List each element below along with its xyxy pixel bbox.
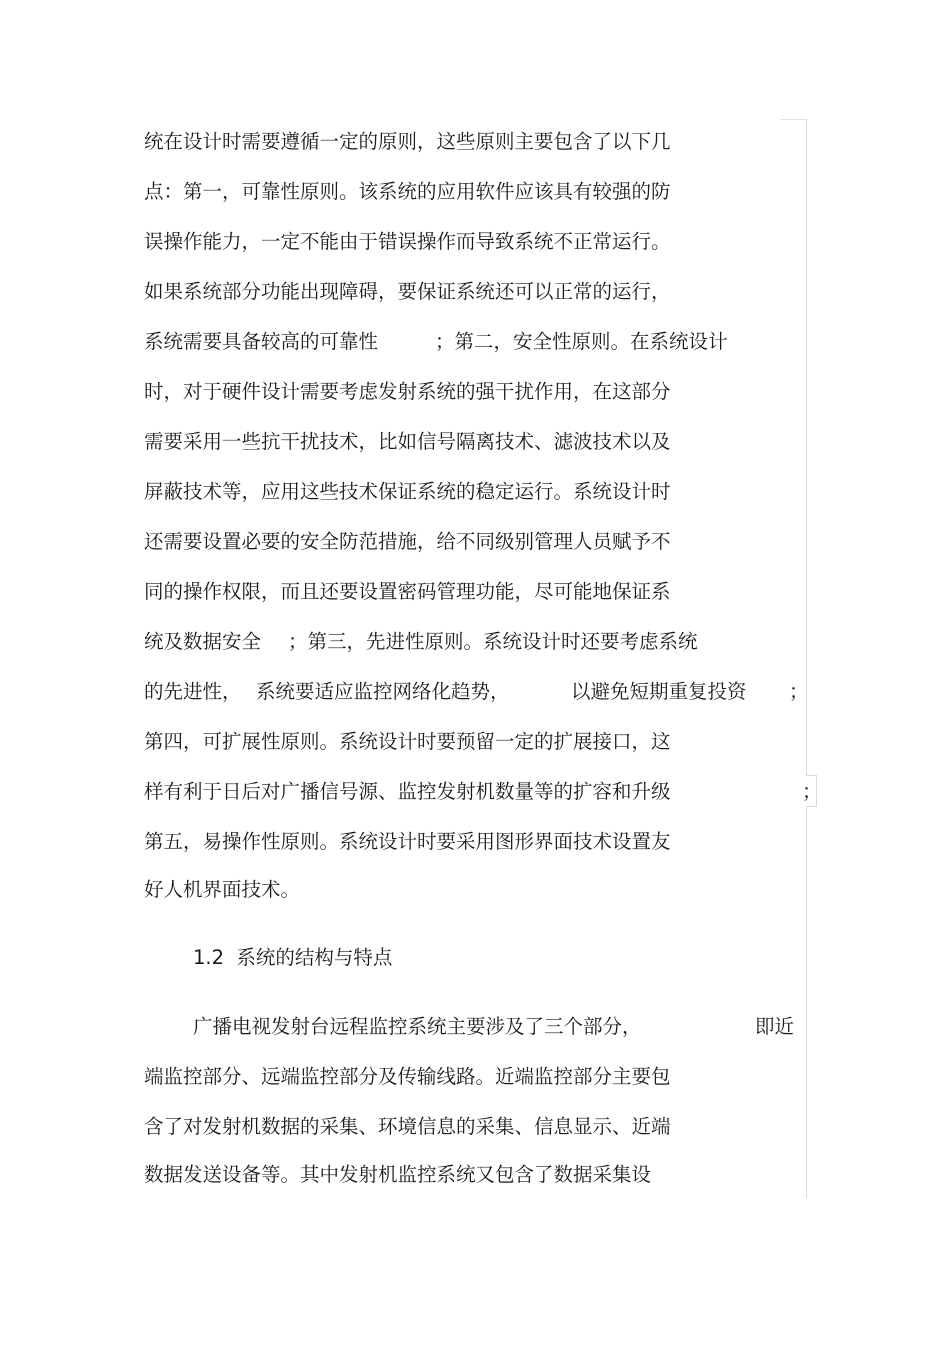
text-line (193, 1013, 798, 1041)
page-border-right (806, 120, 807, 1198)
text-line (144, 778, 822, 806)
text-segment: 统及数据安全 (144, 630, 262, 653)
text-segment: ；第二，安全性原则。在系统设计 (435, 330, 728, 353)
text-segment: ； (789, 680, 809, 703)
text-segment: 以避免短期重复投资 (571, 680, 747, 703)
text-line: 屏蔽技术等，应用这些技术保证系统的稳定运行。系统设计时 (144, 480, 671, 503)
text-segment: 系统要适应监控网络化趋势， (256, 680, 510, 703)
text-segment: 样有利于日后对广播信号源、监控发射机数量等的扩容和升级 (144, 780, 671, 803)
text-line: 还需要设置必要的安全防范措施，给不同级别管理人员赋予不 (144, 530, 671, 553)
text-segment: 系统需要具备较高的可靠性 (144, 330, 379, 353)
text-line (144, 678, 809, 706)
text-line: 好人机界面技术。 (144, 878, 301, 901)
text-line: 误操作能力，一定不能由于错误操作而导致系统不正常运行。 (144, 230, 671, 253)
text-line: 时，对于硬件设计需要考虑发射系统的强干扰作用，在这部分 (144, 380, 671, 403)
section-heading: 1.2 系统的结构与特点 (193, 946, 393, 969)
text-segment: ； (802, 780, 822, 803)
text-segment: 的先进性， (144, 680, 242, 703)
text-line (144, 328, 764, 356)
text-line: 端监控部分、远端监控部分及传输线路。近端监控部分主要包 (144, 1065, 671, 1088)
page-border-top (780, 119, 807, 120)
text-line: 统在设计时需要遵循一定的原则，这些原则主要包含了以下几 (144, 130, 671, 153)
text-line: 如果系统部分功能出现障碍，要保证系统还可以正常的运行， (144, 280, 671, 303)
text-segment: ；第三，先进性原则。系统设计时还要考虑系统 (288, 630, 698, 653)
text-segment: 即近 (755, 1015, 795, 1038)
text-line: 点：第一，可靠性原则。该系统的应用软件应该具有较强的防 (144, 180, 671, 203)
text-line: 同的操作权限，而且还要设置密码管理功能，尽可能地保证系 (144, 580, 671, 603)
text-line (144, 628, 744, 656)
text-line: 第四，可扩展性原则。系统设计时要预留一定的扩展接口，这 (144, 730, 671, 753)
text-line: 数据发送设备等。其中发射机监控系统又包含了数据采集设 (144, 1163, 652, 1186)
text-segment: 广播电视发射台远程监控系统主要涉及了三个部分， (193, 1015, 642, 1038)
text-line: 含了对发射机数据的采集、环境信息的采集、信息显示、近端 (144, 1115, 671, 1138)
text-line: 需要采用一些抗干扰技术，比如信号隔离技术、滤波技术以及 (144, 430, 671, 453)
text-line: 第五，易操作性原则。系统设计时要采用图形界面技术设置友 (144, 830, 671, 853)
